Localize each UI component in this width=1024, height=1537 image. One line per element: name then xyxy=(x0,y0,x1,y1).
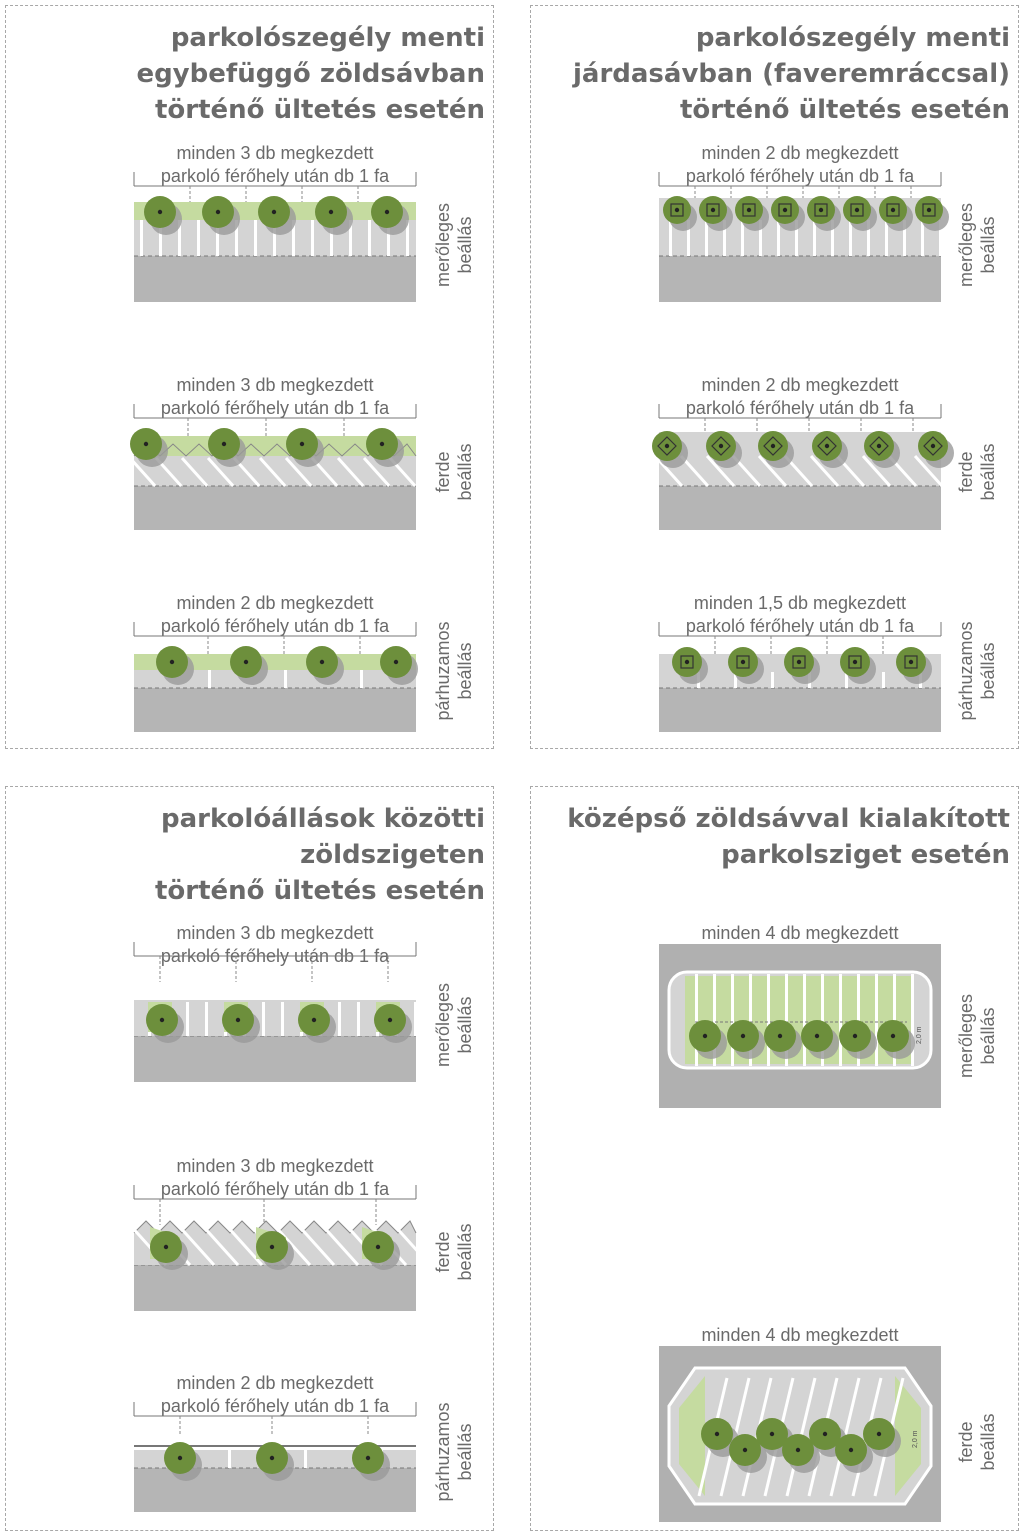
caption-b1: minden 2 db megkezdett parkoló férőhely után db 1 fa xyxy=(685,143,915,186)
parking-stripe xyxy=(695,974,698,1066)
tree-trunk xyxy=(164,1245,168,1249)
tree-trunk xyxy=(778,1034,782,1038)
tree-trunk xyxy=(770,1432,774,1436)
parking-stripe xyxy=(731,974,734,1066)
label-angled: ferde beállás xyxy=(433,1223,475,1281)
label-perpendicular: merőleges beállás xyxy=(956,202,998,288)
diagram-c2 xyxy=(130,1177,420,1317)
tree-trunk xyxy=(388,1018,392,1022)
tree-trunk xyxy=(815,1034,819,1038)
road xyxy=(134,1265,416,1311)
parking-stripe xyxy=(849,220,852,256)
tree-trunk xyxy=(329,210,333,214)
parking-stripe xyxy=(338,1002,341,1036)
tree-trunk xyxy=(394,660,398,664)
diagram-d2 xyxy=(655,1346,945,1522)
parking-stripe xyxy=(357,1002,360,1036)
panel-title: parkolószegély menti járdasávban (faveremráccsal) történő ültetés esetén xyxy=(573,23,1010,125)
label-angled: ferde beállás xyxy=(956,1413,998,1471)
tree-trunk xyxy=(158,210,162,214)
tree-trunk xyxy=(743,1448,747,1452)
diagram-b1 xyxy=(655,164,945,304)
tree-trunk xyxy=(244,660,248,664)
tree-trunk xyxy=(170,660,174,664)
parking-stripe xyxy=(885,220,888,256)
road xyxy=(134,256,416,302)
label-parallel: párhuzamos beállás xyxy=(433,1402,475,1502)
parking-stripe xyxy=(368,220,371,256)
diagram-c1 xyxy=(130,944,420,1084)
tree-trunk xyxy=(877,1432,881,1436)
tree-trunk xyxy=(711,208,715,212)
diagram-c3 xyxy=(130,1394,420,1518)
diagram-b2 xyxy=(655,396,945,536)
tree-trunk xyxy=(825,444,829,448)
dimension-label: 2,0 m xyxy=(912,1430,919,1448)
parking-stripe xyxy=(777,220,780,256)
parking-stripe xyxy=(767,974,770,1066)
parking-stripe xyxy=(669,220,672,256)
caption-b3: minden 1,5 db megkezdett parkoló férőhely után db 1 fa xyxy=(685,593,915,636)
tree-trunk xyxy=(385,210,389,214)
tree-trunk xyxy=(909,660,913,664)
label-angled: ferde beállás xyxy=(433,443,475,501)
parking-stripe xyxy=(304,1450,307,1468)
parking-stripe xyxy=(262,1002,265,1036)
tree-trunk xyxy=(819,208,823,212)
parking-stripe xyxy=(281,1002,284,1036)
road xyxy=(659,256,941,302)
tree-trunk xyxy=(380,442,384,446)
road xyxy=(134,688,416,732)
parking-stripe xyxy=(882,672,885,688)
parking-stripe xyxy=(875,974,878,1066)
tree-trunk xyxy=(160,1018,164,1022)
caption-a2: minden 3 db megkezdett parkoló férőhely után db 1 fa xyxy=(160,375,390,418)
tree-trunk xyxy=(300,442,304,446)
label-angled: ferde beállás xyxy=(956,443,998,501)
tree-trunk xyxy=(312,1018,316,1022)
parking-stripe xyxy=(741,220,744,256)
tree-trunk xyxy=(178,1456,182,1460)
tree-trunk xyxy=(270,1456,274,1460)
caption-c3: minden 2 db megkezdett parkoló férőhely után db 1 fa xyxy=(160,1373,390,1416)
road xyxy=(659,486,941,530)
tree-trunk xyxy=(891,1034,895,1038)
parking-stripe xyxy=(839,974,842,1066)
caption-c1: minden 3 db megkezdett parkoló férőhely után db 1 fa xyxy=(160,923,390,966)
parking-stripe xyxy=(921,220,924,256)
road xyxy=(134,486,416,530)
caption-c2: minden 3 db megkezdett parkoló férőhely után db 1 fa xyxy=(160,1156,390,1199)
diagram-a3 xyxy=(130,614,420,738)
tree-trunk xyxy=(144,442,148,446)
diagram-b3 xyxy=(655,614,945,738)
diagram-d1 xyxy=(655,944,945,1108)
parking-stripe xyxy=(228,1450,231,1468)
tree-trunk xyxy=(741,660,745,664)
parking-stripe xyxy=(186,1002,189,1036)
tree-trunk xyxy=(877,444,881,448)
tree-trunk xyxy=(855,208,859,212)
tree-trunk xyxy=(715,1432,719,1436)
tree-trunk xyxy=(797,660,801,664)
road xyxy=(659,688,941,732)
caption-b2: minden 2 db megkezdett parkoló férőhely után db 1 fa xyxy=(685,375,915,418)
diagram-a2 xyxy=(130,396,420,536)
parking-stripe xyxy=(205,1002,208,1036)
tree-trunk xyxy=(783,208,787,212)
label-perpendicular: merőleges beállás xyxy=(956,993,998,1079)
tree-trunk xyxy=(665,444,669,448)
tree-trunk xyxy=(796,1448,800,1452)
caption-a3: minden 2 db megkezdett parkoló férőhely után db 1 fa xyxy=(160,593,390,636)
tree-trunk xyxy=(366,1456,370,1460)
caption-d1: minden 4 db megkezdett xyxy=(701,923,899,943)
caption-a1: minden 3 db megkezdett parkoló férőhely után db 1 fa xyxy=(160,143,390,186)
tree-trunk xyxy=(685,660,689,664)
parking-stripe xyxy=(360,670,363,688)
tree-trunk xyxy=(891,208,895,212)
parking-stripe xyxy=(254,220,257,256)
tree-trunk xyxy=(222,442,226,446)
parking-stripe xyxy=(197,220,200,256)
tree-trunk xyxy=(320,660,324,664)
tree-trunk xyxy=(931,444,935,448)
tree-trunk xyxy=(272,210,276,214)
parking-stripe xyxy=(140,220,143,256)
diagram-a1 xyxy=(130,164,420,304)
tree-trunk xyxy=(376,1245,380,1249)
panel-title: parkolószegély menti egybefüggő zöldsávban történő ültetés esetén xyxy=(136,23,485,125)
parking-stripe xyxy=(813,220,816,256)
panel-title: középső zöldsávval kialakított parkolsziget esetén xyxy=(567,804,1010,870)
parking-stripe xyxy=(705,220,708,256)
label-perpendicular: merőleges beállás xyxy=(433,982,475,1068)
parking-stripe xyxy=(771,672,774,688)
tree-trunk xyxy=(853,660,857,664)
tree-trunk xyxy=(853,1034,857,1038)
parking-stripe xyxy=(208,670,211,688)
tree-trunk xyxy=(216,210,220,214)
tree-trunk xyxy=(771,444,775,448)
tree-trunk xyxy=(927,208,931,212)
tree-trunk xyxy=(236,1018,240,1022)
tree-trunk xyxy=(675,208,679,212)
tree-trunk xyxy=(270,1245,274,1249)
tree-trunk xyxy=(849,1448,853,1452)
panel-title: parkolóállások közötti zöldszigeten történő ültetés esetén xyxy=(155,804,485,906)
tree-trunk xyxy=(823,1432,827,1436)
tree-trunk xyxy=(719,444,723,448)
label-parallel: párhuzamos beállás xyxy=(956,621,998,721)
label-parallel: párhuzamos beállás xyxy=(433,621,475,721)
tree-trunk xyxy=(741,1034,745,1038)
parking-stripe xyxy=(803,974,806,1066)
tree-trunk xyxy=(703,1034,707,1038)
parking-stripe xyxy=(311,220,314,256)
tree-trunk xyxy=(747,208,751,212)
parking-stripe xyxy=(284,670,287,688)
road xyxy=(134,1036,416,1082)
parking-stripe xyxy=(414,1002,417,1036)
caption-d2: minden 4 db megkezdett xyxy=(701,1325,899,1345)
label-perpendicular: merőleges beállás xyxy=(433,202,475,288)
dimension-label: 2,0 m xyxy=(916,1026,923,1044)
